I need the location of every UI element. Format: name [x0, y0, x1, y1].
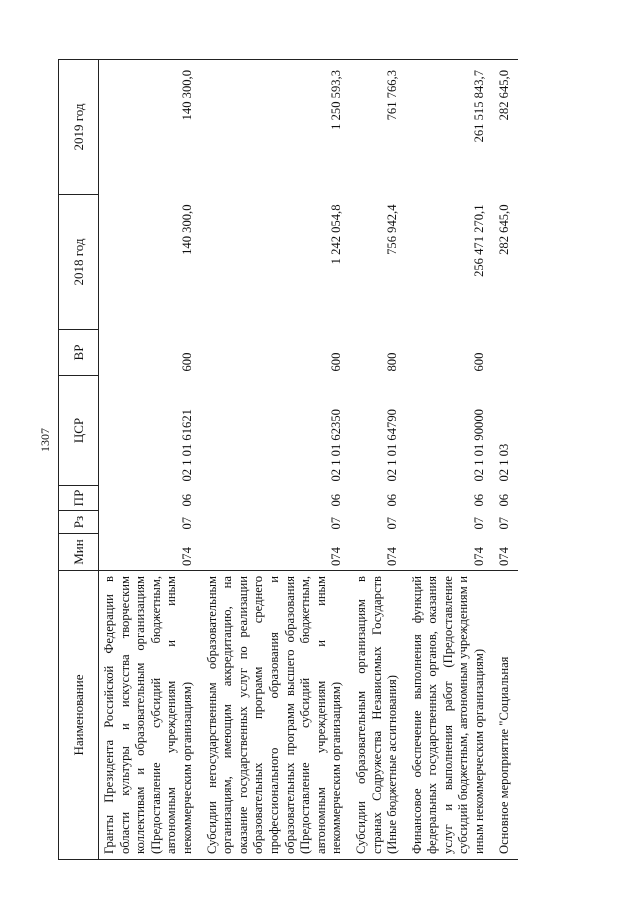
row-pr: 06	[179, 493, 194, 507]
header-rz: Рз	[59, 511, 99, 534]
header-2018: 2018 год	[59, 195, 99, 330]
header-pr: ПР	[59, 486, 99, 511]
row-rz: 07	[472, 516, 487, 530]
row-rz: 07	[329, 516, 344, 530]
header-csr: ЦСР	[59, 376, 99, 486]
row-csr: 02 1 01 90000	[472, 409, 487, 482]
row-2019: 282 645,0	[494, 60, 519, 195]
header-2019: 2019 год	[59, 60, 99, 195]
row-pr: 06	[472, 493, 487, 507]
table-row	[99, 60, 202, 860]
row-rz: 07	[179, 516, 194, 530]
row-name	[494, 571, 519, 860]
row-2018: 140 300,0	[179, 204, 194, 255]
row-min: 074	[472, 547, 487, 566]
row-2018: 756 942,4	[385, 204, 400, 255]
row-pr: 06	[329, 493, 344, 507]
row-name-text: Субсидии образовательным организациям в странах Содружества Независимых Государств (Иные бюджетные ассигнования)	[353, 576, 400, 854]
header-min: Мин	[59, 534, 99, 571]
row-min: 074	[385, 547, 400, 566]
row-csr: 02 1 01 61621	[179, 409, 194, 482]
row-csr: 02 1 03	[496, 443, 511, 482]
row-vr: 600	[329, 352, 344, 372]
table-header-row	[59, 60, 99, 860]
row-vr	[494, 330, 519, 376]
row-2019: 1 250 593,3	[202, 60, 351, 195]
row-csr: 02 1 01 64790	[385, 409, 400, 482]
row-name-text: Гранты Президента Российской Федерации в области культуры и искусства творческим коллективам и образовательным организациям (Предоставление субсидий бюджетным, автономным учреждениям и иным некоммерческим организациям)	[102, 576, 194, 854]
row-2019: 261 515 843,7	[407, 60, 494, 195]
row-csr: 02 1 01 62350	[329, 409, 344, 482]
table-row	[202, 60, 351, 860]
row-rz: 07	[385, 516, 400, 530]
row-name	[351, 571, 407, 860]
row-vr: 600	[179, 352, 194, 372]
page-number: 1307	[38, 428, 52, 452]
budget-table	[58, 59, 518, 860]
row-min: 074	[179, 547, 194, 566]
row-pr: 06	[385, 493, 400, 507]
row-name	[99, 571, 202, 860]
row-2019: 761 766,3	[351, 60, 407, 195]
row-min: 074	[329, 547, 344, 566]
budget-table-rotated	[58, 60, 588, 860]
row-name-text: Финансовое обеспечение выполнения функций федеральных государственных органов, оказания услуг и выполнения работ (Предоставление субсидий бюджетным, автономным учреждениям и иным некоммерческим организациям)	[409, 576, 487, 854]
header-name: Наименование	[59, 571, 99, 860]
row-rz: 07	[496, 516, 511, 530]
row-2018: 1 242 054,8	[329, 204, 344, 265]
row-min: 074	[496, 547, 511, 566]
row-pr: 06	[496, 493, 511, 507]
row-name	[202, 571, 351, 860]
table-row	[407, 60, 494, 860]
row-name	[407, 571, 494, 860]
row-2018: 256 471 270,1	[472, 204, 487, 277]
table-row	[494, 60, 519, 860]
row-name-text: Основное мероприятие "Социальная	[496, 656, 511, 854]
row-vr: 600	[472, 352, 487, 372]
row-2019: 140 300,0	[99, 60, 202, 195]
header-vr: ВР	[59, 330, 99, 376]
row-name-text: Субсидии негосударственным образовательным организациям, имеющим аккредитацию, на оказание государственных услуг по реализации образовательных программ среднего профессионального образования и образовательных программ высшего образования (Предоставление субсидий бюджетным, автономным учреждениям и иным некоммерческим организациям)	[204, 576, 344, 854]
table-row	[351, 60, 407, 860]
row-vr: 800	[385, 352, 400, 372]
row-2018: 282 645,0	[496, 204, 511, 255]
